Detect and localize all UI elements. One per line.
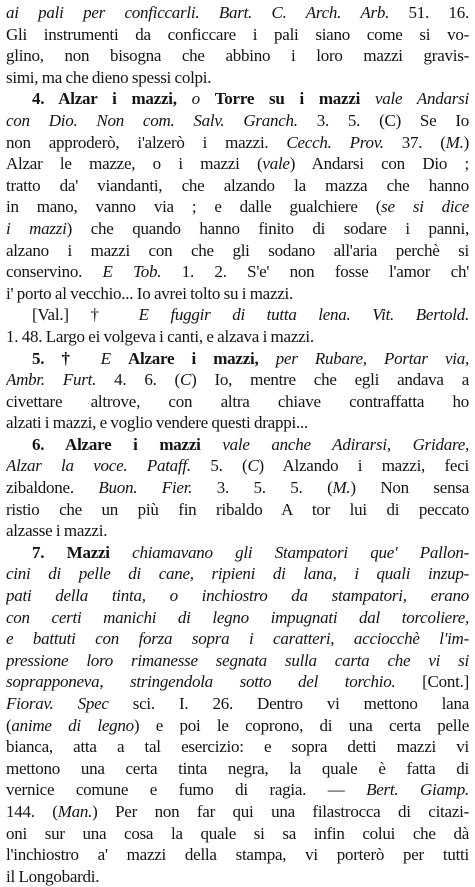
text-line [6,455,469,477]
text-line [6,477,469,499]
text-line [6,671,469,693]
text-segment: C [247,456,259,476]
text-segment: soprapponeva, stringendola sotto del torchio. [6,672,396,692]
text-segment: o [176,89,215,109]
text-line [6,585,469,607]
text-segment: C [179,370,192,390]
text-segment: con certi manichi di legno impugnati dal torcoliere, [6,607,469,627]
text-line [6,542,469,564]
text-line [6,218,469,240]
text-segment: M. [445,132,464,152]
text-segment: 3. 5. (C) Se Io [297,110,469,130]
text-column [6,2,469,887]
text-line [6,132,469,154]
text-segment: 5. † [32,348,101,368]
text-line [6,520,469,542]
text-line [6,499,469,521]
text-segment: sci. I. 26. Dentro vi mettono lana [108,694,469,713]
text-line [6,2,469,24]
text-line [6,24,469,46]
text-line [6,758,469,780]
text-segment: ) Per non far qui una filastrocca di citazi- [92,801,469,821]
text-line [6,412,469,434]
text-segment: civettare altrove, con altra chiave contraffatta ho [6,391,469,411]
text-segment: ) che quando hanno finito di sodare i panni, [66,218,469,238]
text-line [6,67,469,89]
text-line [6,844,469,866]
text-segment: pati della tinta, o inchiostro da stampatori, erano [6,586,469,606]
text-line [6,369,469,391]
text-segment: Buon. Fier. [98,478,193,498]
text-segment: zibaldone. [6,478,99,498]
text-segment: vale [262,154,290,174]
text-segment: conservino. [6,262,103,282]
text-segment: Alzar la voce. Pataff. [6,456,191,476]
text-segment: E fuggir di tutta lena. Vit. Bertold. [138,305,469,325]
text-segment: vernice comune e fumo di ragia. — [6,780,367,800]
text-line [6,715,469,737]
text-segment: ristio che un più fin ribaldo A tor lui di peccato [6,499,469,519]
text-line [6,304,469,326]
text-segment: se si dice [381,197,469,217]
text-line [6,110,469,132]
text-segment: cini di pelle di cane, ripieni di lana, i quali inzup- [6,564,469,584]
text-segment: 37. ( [383,132,446,152]
text-segment: l'inchiostro a' mazzi della stampa, vi porterò per tutti [6,845,469,865]
text-line [6,866,469,887]
text-segment: Ambr. Furt. [6,370,97,390]
text-segment: Alzare i mazzi, [128,348,259,368]
text-segment: 7. Mazzi [32,542,110,562]
text-line [6,779,469,801]
text-segment: Gli instrumenti da conficcare i pali siano come si vo- [6,24,469,44]
text-segment: simi, ma che dieno spessi colpi. [6,67,212,87]
text-segment: Torre su i mazzi [214,89,361,109]
text-line [6,283,469,305]
text-segment: 4. 6. ( [96,370,180,390]
text-line [6,650,469,672]
text-segment: alzati i mazzi, e voglio vendere questi drappi... [6,413,308,433]
text-segment: alzano i mazzi con che gli sodano all'aria perchè si [6,240,469,260]
text-segment: bianca, atta a tal esercizio: e sopra detti mazzi vi [6,737,469,757]
text-segment: ) [463,132,469,152]
text-segment: alzasse i mazzi. [6,521,108,541]
text-segment: chiamavano gli Stampatori que' Pallon- [109,542,469,562]
text-segment: ) Non sensa [350,478,469,498]
text-segment: Alzar le mazze, o i mazzi ( [6,154,263,174]
text-segment: ) Alzando i mazzi, feci [258,456,469,476]
text-segment: 3. 5. 5. ( [192,478,333,498]
text-segment: oni sur una cosa la quale si sa infin colui che dà [6,823,469,843]
text-line [6,348,469,370]
text-segment: non approderò, i'alzerò i mazzi. [6,132,287,152]
text-segment: glino, non bisogna che abbino i loro mazzi gravis- [6,46,469,66]
text-line [6,628,469,650]
text-segment: Bert. Giamp. [366,780,469,800]
text-line [6,196,469,218]
text-line [6,45,469,67]
text-segment: 4. Alzar i mazzi, [32,89,177,109]
text-segment: vale Andarsi [360,89,469,109]
text-segment: Cecch. Prov. [286,132,384,152]
text-segment: per Rubare, Portar via, [258,348,469,368]
text-segment: anime di legno [11,715,134,735]
text-segment: tratto da' viandanti, che alzando la mazza che hanno [6,175,469,195]
text-line [6,693,469,715]
text-segment: ai pali per conficcarli. Bart. C. Arch. Arb. [6,3,390,22]
text-segment: M. [332,478,351,498]
text-line [6,391,469,413]
text-segment: pressione loro rimanesse segnata sulla carta che vi si [6,650,469,670]
text-segment: 1. 2. S'e' non fosse l'amor ch' [161,262,469,282]
text-segment: 1. 48. Largo ei volgeva i canti, e alzava i mazzi. [6,326,314,346]
text-line [6,736,469,758]
text-segment: i mazzi [6,218,67,238]
text-segment: in mano, vanno via ; e dalle gualchiere ( [6,197,382,217]
text-line [6,607,469,629]
text-line [6,88,469,110]
text-segment: 5. ( [190,456,248,476]
text-line [6,434,469,456]
text-segment: [Cont.] [395,672,469,692]
text-line [6,563,469,585]
text-segment: il Longobardi. [6,866,100,886]
text-segment: i' porto al vecchio... Io avrei tolto su i mazzi. [6,283,294,303]
text-line [6,801,469,823]
text-segment: Fiorav. Spec [6,694,109,713]
text-line [6,240,469,262]
text-segment: 144. ( [6,801,58,821]
text-segment: vale anche Adirarsi, Gridare, [200,434,469,454]
text-line [6,326,469,348]
text-segment: [Val.] † [32,305,139,325]
text-segment: ( [6,715,12,735]
text-segment: e battuti con forza sopra i caratteri, acciocchè l'im- [6,629,469,649]
text-line [6,261,469,283]
text-segment: 6. Alzare i mazzi [32,434,201,454]
text-segment: Man. [57,801,93,821]
text-segment: E [100,348,129,368]
text-line [6,175,469,197]
text-segment: con Dio. Non com. Salv. Granch. [6,110,298,130]
text-segment: E Tob. [102,262,162,282]
text-segment: 51. 16. [389,3,469,22]
text-segment: ) e poi le coprono, di una certa pelle [133,715,469,735]
text-segment: ) Andarsi con Dio ; [289,154,469,174]
text-segment: ) Io, mentre che egli andava a [191,370,469,390]
text-line [6,823,469,845]
text-segment: mettono una certa tinta negra, la quale è fatta di [6,758,469,778]
text-line [6,153,469,175]
